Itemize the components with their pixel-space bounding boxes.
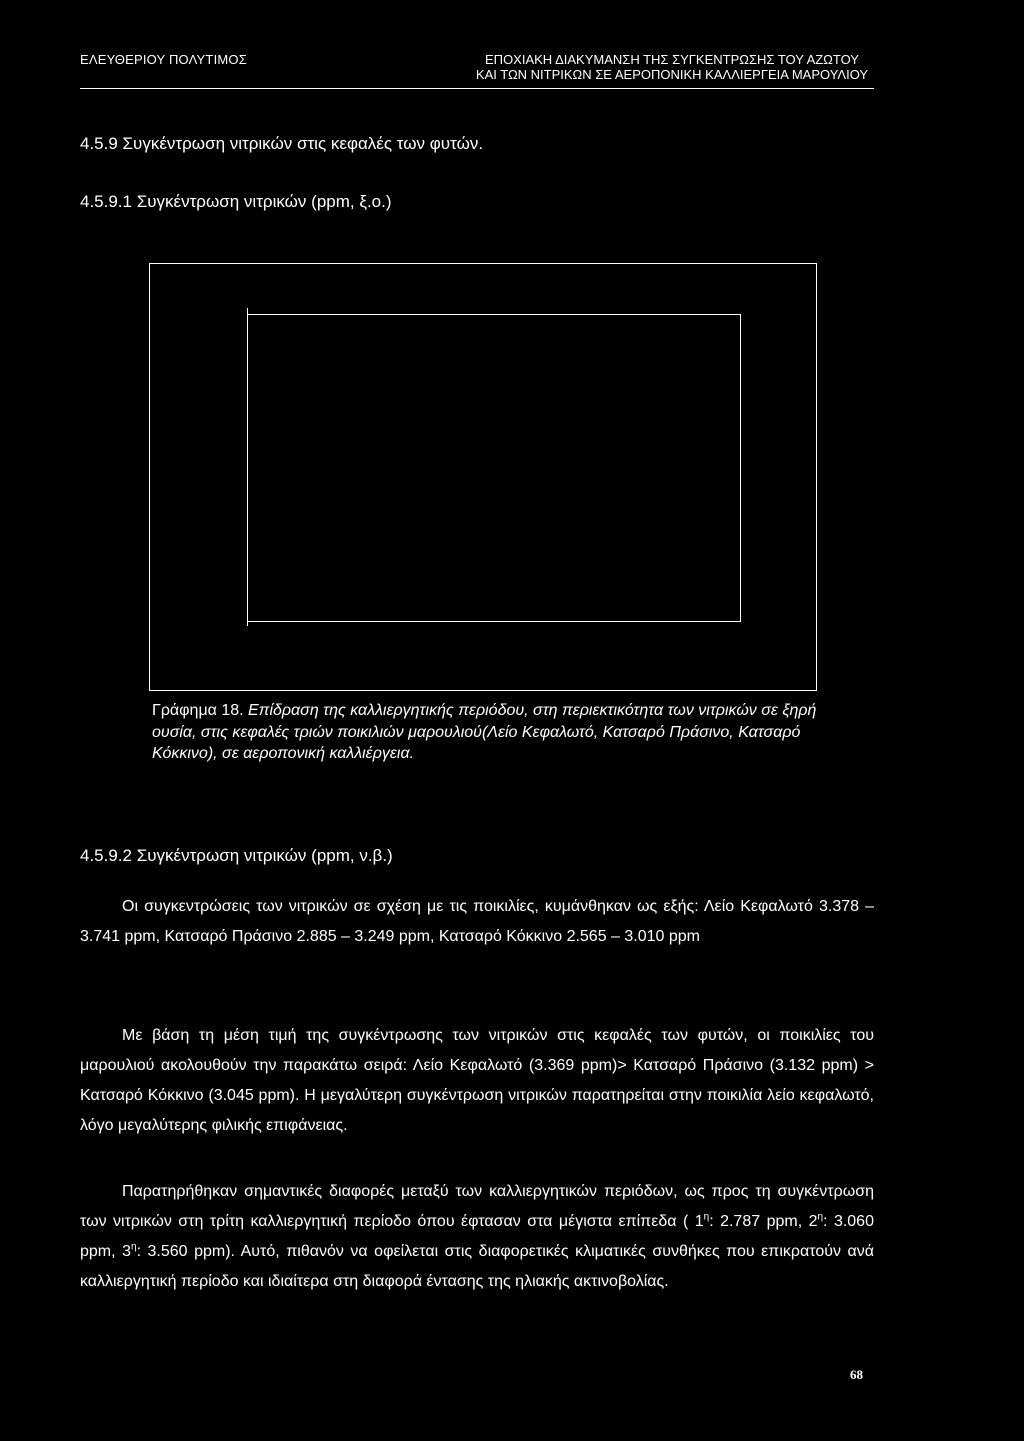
running-header-title-line2: ΚΑΙ ΤΩΝ ΝΙΤΡΙΚΩΝ ΣΕ ΑΕΡΟΠΟΝΙΚΗ ΚΑΛΛΙΕΡΓΕΙΑ ΜΑΡΟΥΛΙΟΥ — [475, 67, 869, 82]
figure-label: Γράφημα 18. — [152, 702, 244, 719]
ordinal-sup-3: η — [131, 1241, 137, 1253]
ordinal-sup-1: η — [703, 1211, 710, 1223]
figure-tick — [247, 620, 248, 626]
paragraph-ranges: Οι συγκεντρώσεις των νιτρικών σε σχέση με τις ποικιλίες, κυμάνθηκαν ως εξής: Λείο Κεφαλωτό 3.378 – 3.741 ppm, Κατσαρό Πράσινο 2.885 – 3.249 ppm, Κατσαρό Κόκκινο 2.565 – 3.010 ppm — [80, 898, 874, 945]
running-header-title — [470, 52, 874, 82]
figure-tick — [247, 308, 248, 314]
section-heading-4-5-9-2: 4.5.9.2 Συγκέντρωση νιτρικών (ppm, ν.β.) — [80, 846, 393, 865]
paragraph-periods-part-b: : 2.787 ppm, 2 — [709, 1213, 818, 1230]
running-header-author: ΕΛΕΥΘΕΡΙΟΥ ΠΟΛΥΤΙΜΟΣ — [80, 52, 247, 67]
figure-caption — [152, 700, 827, 765]
page-number: 68 — [850, 1367, 863, 1382]
figure-frame-bottom — [149, 690, 817, 691]
running-header-title-line1: ΕΠΟΧΙΑΚΗ ΔΙΑΚΥΜΑΝΣΗ ΤΗΣ ΣΥΓΚΕΝΤΡΩΣΗΣ ΤΟΥ ΑΖΩΤΟΥ — [485, 52, 859, 67]
figure-plot-area — [247, 314, 741, 622]
paragraph-periods-part-d: : 3.560 ppm). Αυτό, πιθανόν να οφείλεται στις διαφορετικές κλιματικές συνθήκες που επικρατούν ανά καλλιεργητική περίοδο και ιδιαίτερα στη διαφορά έντασης της ηλιακής ακτινοβολίας. — [80, 1243, 874, 1290]
section-heading-4-5-9: 4.5.9 Συγκέντρωση νιτρικών στις κεφαλές των φυτών. — [80, 134, 484, 153]
paragraph-ranking: Με βάση τη μέση τιμή της συγκέντρωσης των νιτρικών στις κεφαλές των φυτών, οι ποικιλίες του μαρουλιού ακολουθούν την παρακάτω σειρά: Λείο Κεφαλωτό (3.369 ppm)> Κατσαρό Πράσινο (3.132 ppm) > Κατσαρό Κόκκινο (3.045 ppm). Η μεγαλύτερη συγκέντρωση νιτρικών παρατηρείται στην ποικιλία λείο κεφαλωτό, λόγο μεγαλύτερης φιλικής επιφάνειας. — [80, 1027, 874, 1134]
paragraph-periods-part-a: Παρατηρήθηκαν σημαντικές διαφορές μεταξύ των καλλιεργητικών περιόδων, ως προς τη συγκέντρωση των νιτρικών στη τρίτη καλλιεργητική περίοδο όπου έφτασαν στα μέγιστα επίπεδα ( 1 — [80, 1183, 874, 1230]
paragraph-periods-part-c: : 3.060 ppm, 3 — [80, 1213, 874, 1260]
paragraph-periods — [80, 1177, 874, 1297]
ordinal-sup-2: η — [817, 1211, 824, 1223]
header-rule — [80, 88, 874, 89]
section-heading-4-5-9-1: 4.5.9.1 Συγκέντρωση νιτρικών (ppm, ξ.ο.) — [80, 192, 392, 211]
figure-caption-text: Επίδραση της καλλιεργητικής περιόδου, στη περιεκτικότητα των νιτρικών σε ξηρή ουσία, στις κεφαλές τριών ποικιλιών μαρουλιού(Λείο Κεφαλωτό, Κατσαρό Πράσινο, Κατσαρό Κόκκινο), σε αεροπονική καλλιέργεια. — [152, 702, 817, 762]
